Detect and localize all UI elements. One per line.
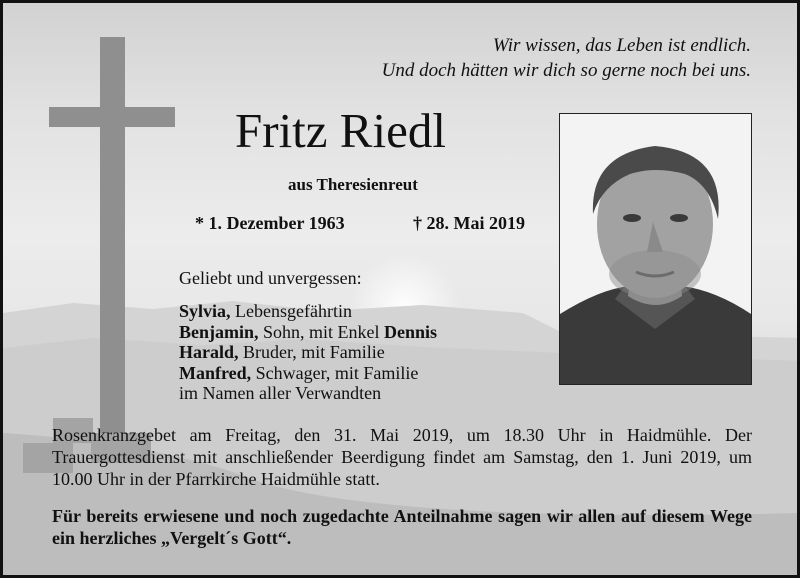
right-eye bbox=[670, 214, 688, 222]
quote-line-2: Und doch hätten wir dich so gerne noch bei uns. bbox=[381, 60, 751, 81]
deceased-origin: aus Theresienreut bbox=[288, 175, 418, 194]
deceased-name: Fritz Riedl bbox=[235, 103, 446, 158]
portrait-photo bbox=[559, 113, 752, 385]
mourner-line bbox=[179, 301, 437, 322]
mourner-relation: Lebensgefährtin bbox=[230, 301, 352, 321]
mourner-name: Sylvia, bbox=[179, 301, 231, 321]
mourner-relation: Bruder, mit Familie bbox=[238, 342, 385, 362]
mourner-relation: Sohn, mit Enkel bbox=[258, 321, 385, 342]
mourner-relation: Schwager, mit Familie bbox=[251, 362, 419, 383]
thanks-text: Für bereits erwiesene und noch zugedachte Anteilnahme sagen wir allen auf diesem Wege ein herzliches „Vergelt´s Gott“. bbox=[52, 506, 752, 548]
left-eye bbox=[623, 214, 641, 222]
portrait-illustration bbox=[560, 114, 751, 384]
mourner-grandchild-name: Dennis bbox=[384, 321, 438, 342]
mourner-relation: im Namen aller Verwandten bbox=[179, 383, 382, 403]
service-details: Rosenkranzgebet am Freitag, den 31. Mai 2019, um 18.30 Uhr in Haidmühle. Der Trauergottesdienst mit anschließender Beerdigung findet am Samstag, den 1. Juni 2019, um 10.00 Uhr in der Pfarrkirche Haidmühle statt. bbox=[52, 425, 752, 489]
birth-date: * 1. Dezember 1963 bbox=[195, 213, 345, 233]
mourners-intro: Geliebt und unvergessen: bbox=[179, 268, 362, 288]
mourner-name: Harald, bbox=[179, 342, 239, 362]
mourner-name: Manfred, bbox=[179, 362, 252, 383]
mourner-line bbox=[179, 342, 437, 363]
mourner-line bbox=[179, 383, 437, 404]
mourner-name: Benjamin, bbox=[179, 321, 259, 342]
mourner-line bbox=[179, 322, 437, 343]
death-date: † 28. Mai 2019 bbox=[413, 213, 525, 233]
quote-line-1: Wir wissen, das Leben ist endlich. bbox=[492, 35, 751, 56]
mourners-list bbox=[179, 301, 437, 404]
mourner-line bbox=[179, 363, 437, 384]
quote bbox=[382, 33, 751, 83]
beard-stubble bbox=[609, 250, 701, 298]
